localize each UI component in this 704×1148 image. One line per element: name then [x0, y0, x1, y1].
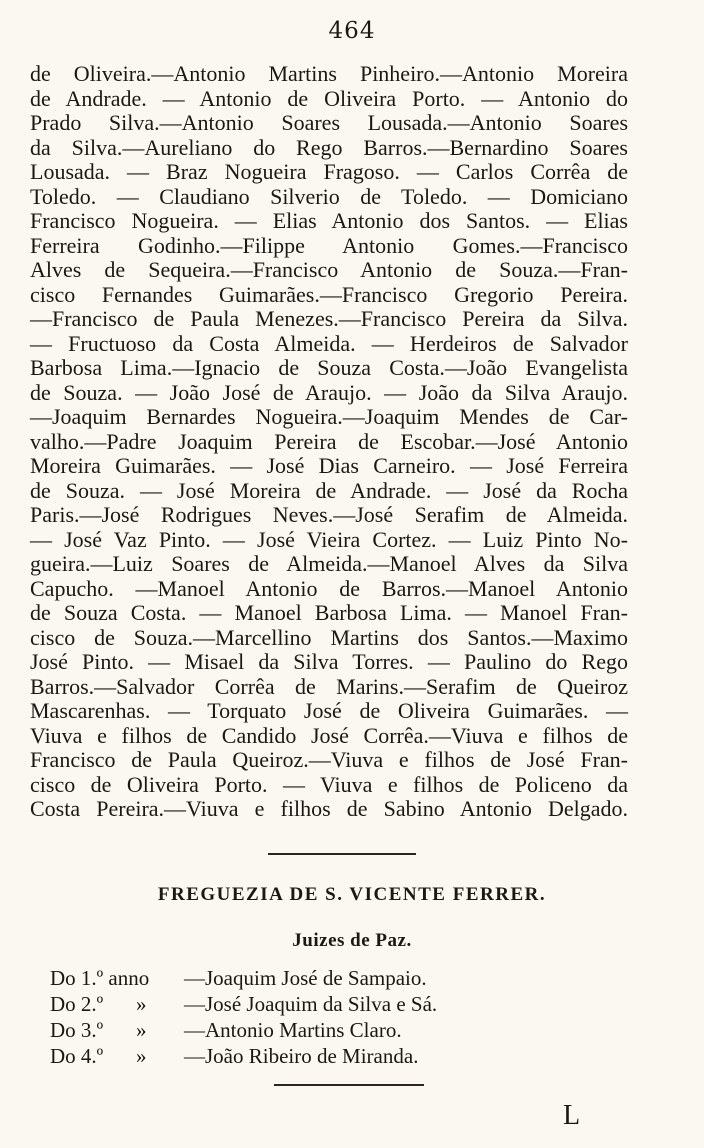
text-line: Alves de Sequeira.—Francisco Antonio de Souza.—Fran- — [30, 257, 628, 282]
text-line: Barbosa Lima.—Ignacio de Souza Costa.—João Evangelista — [30, 355, 628, 380]
text-line: Lousada. — Braz Nogueira Fragoso. — Carlos Corrêa de — [30, 159, 628, 184]
text-line: cisco de Souza.—Marcellino Martins dos Santos.—Maximo — [30, 624, 628, 650]
text-line: gueira.—Luiz Soares de Almeida.—Manoel Alves da Silva — [30, 551, 628, 576]
name-list-paragraph — [30, 62, 628, 822]
list-item — [50, 965, 610, 991]
ditto-mark: » — [136, 1018, 147, 1042]
text-line: de Souza Costa. — Manoel Barbosa Lima. — Manoel Fran- — [30, 600, 628, 625]
divider-rule — [274, 1084, 424, 1086]
judge-name: —Antonio Martins Claro. — [184, 1018, 402, 1042]
list-item — [50, 1017, 610, 1043]
ordinal: Do 3.º — [50, 1018, 104, 1042]
section-heading: FREGUEZIA DE S. VICENTE FERRER. — [157, 884, 547, 905]
juizes-list — [50, 965, 610, 1069]
text-line: —Joaquim Bernardes Nogueira.—Joaquim Mendes de Car- — [30, 404, 628, 429]
text-line: Francisco Nogueira. — Elias Antonio dos Santos. — Elias — [30, 208, 628, 233]
text-line: —Francisco de Paula Menezes.—Francisco Pereira da Silva. — [30, 306, 628, 331]
judge-name: —Joaquim José de Sampaio. — [184, 966, 427, 990]
ditto-mark: » — [136, 992, 147, 1016]
text-line: Viuva e filhos de Candido José Corrêa.—Viuva e filhos de — [30, 722, 628, 748]
subheading: Juizes de Paz. — [292, 930, 412, 951]
text-line: — Fructuoso da Costa Almeida. — Herdeiros de Salvador — [30, 330, 628, 356]
judge-name: —José Joaquim da Silva e Sá. — [184, 992, 438, 1016]
text-line: da Silva.—Aureliano do Rego Barros.—Bernardino Soares — [30, 134, 628, 160]
text-line: Mascarenhas. — Torquato José de Oliveira Guimarães. — — [30, 698, 628, 723]
text-line: de Oliveira.—Antonio Martins Pinheiro.—Antonio Moreira — [30, 61, 628, 86]
text-line: de Andrade. — Antonio de Oliveira Porto. — Antonio do — [30, 85, 628, 111]
text-line: Prado Silva.—Antonio Soares Lousada.—Antonio Soares — [30, 110, 628, 135]
text-line: Paris.—José Rodrigues Neves.—José Serafim de Almeida. — [30, 502, 628, 527]
text-line: Toledo. — Claudiano Silverio de Toledo. — Domiciano — [30, 183, 628, 209]
text-line: Ferreira Godinho.—Filippe Antonio Gomes.—Francisco — [30, 232, 628, 258]
text-line: cisco de Oliveira Porto. — Viuva e filhos de Policeno da — [30, 771, 628, 797]
text-line: cisco Fernandes Guimarães.—Francisco Gregorio Pereira. — [30, 281, 628, 307]
text-line: de Souza. — José Moreira de Andrade. — José da Rocha — [30, 477, 628, 503]
text-line: Costa Pereira.—Viuva e filhos de Sabino Antonio Delgado. — [30, 796, 628, 821]
ordinal: Do 1.º anno — [50, 966, 150, 990]
ordinal: Do 2.º — [50, 992, 104, 1016]
divider-rule — [268, 853, 416, 855]
list-item — [50, 991, 610, 1017]
text-line: valho.—Padre Joaquim Pereira de Escobar.—José Antonio — [30, 428, 628, 454]
text-line: Barros.—Salvador Corrêa de Marins.—Serafim de Queiroz — [30, 673, 628, 699]
text-line: Francisco de Paula Queiroz.—Viuva e filhos de José Fran- — [30, 747, 628, 772]
judge-name: —João Ribeiro de Miranda. — [184, 1044, 419, 1068]
text-line: — José Vaz Pinto. — José Vieira Cortez. — Luiz Pinto No- — [30, 526, 628, 552]
text-line: Moreira Guimarães. — José Dias Carneiro. — José Ferreira — [30, 453, 628, 478]
signature-mark: L — [563, 1100, 581, 1131]
ditto-mark: » — [136, 1044, 147, 1068]
text-line: José Pinto. — Misael da Silva Torres. — Paulino do Rego — [30, 649, 628, 674]
page-number: 464 — [328, 18, 376, 44]
list-item — [50, 1043, 610, 1069]
text-line: de Souza. — João José de Araujo. — João da Silva Araujo. — [30, 379, 628, 405]
text-line: Capucho. —Manoel Antonio de Barros.—Manoel Antonio — [30, 575, 628, 601]
ordinal: Do 4.º — [50, 1044, 104, 1068]
